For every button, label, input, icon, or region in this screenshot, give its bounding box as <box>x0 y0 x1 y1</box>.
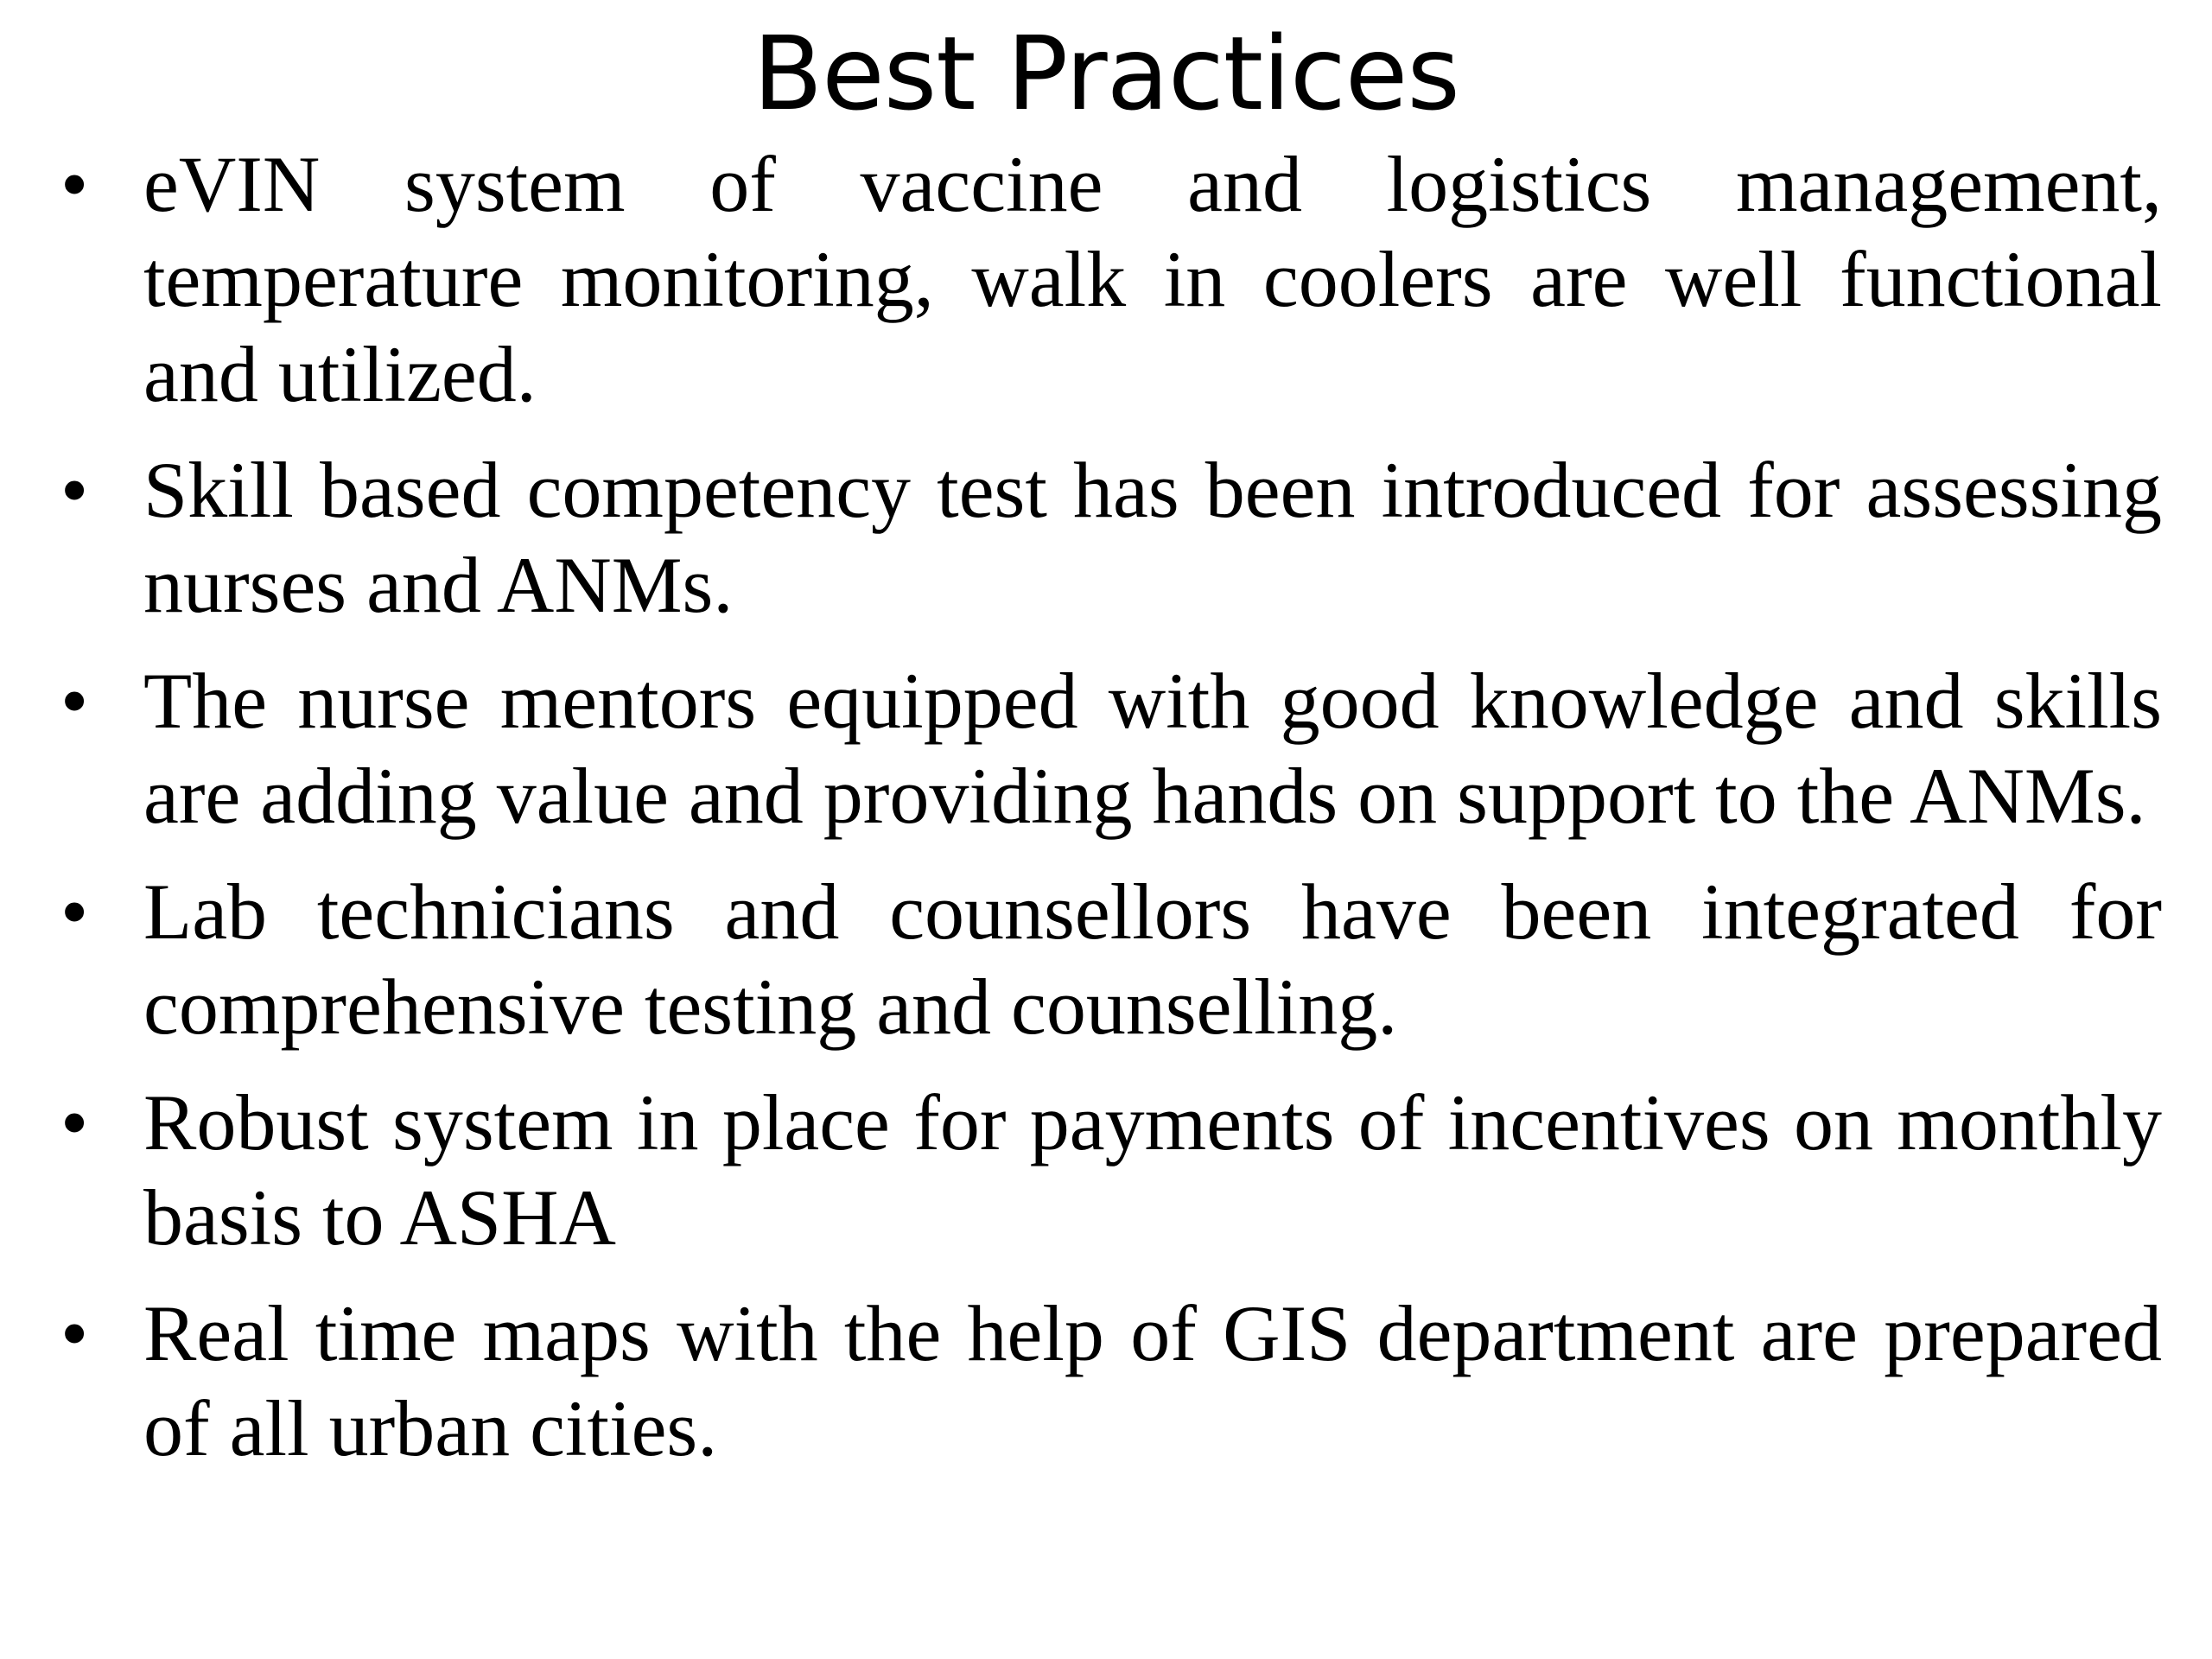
bullet-text: Lab technicians and counsellors have been integrated for comprehensive testing and counselling. <box>143 868 2162 1051</box>
bullet-icon: • <box>60 446 89 534</box>
bullet-text: Robust system in place for payments of incentives on monthly basis to ASHA <box>143 1078 2162 1262</box>
list-item <box>0 137 2212 422</box>
list-item <box>0 1286 2212 1476</box>
bullet-text: Real time maps with the help of GIS department are prepared of all urban cities. <box>143 1289 2162 1472</box>
bullet-icon: • <box>60 1289 89 1377</box>
list-item <box>0 442 2212 632</box>
list-item <box>0 864 2212 1054</box>
slide-title: Best Practices <box>753 14 1459 133</box>
list-item <box>0 653 2212 843</box>
bullet-icon: • <box>60 1078 89 1166</box>
bullet-text: The nurse mentors equipped with good knowledge and skills are adding value and providing hands on support to the ANMs. <box>143 657 2162 840</box>
bullet-text: Skill based competency test has been introduced for assessing nurses and ANMs. <box>143 446 2162 629</box>
bullet-icon: • <box>60 657 89 745</box>
bullet-text: eVIN system of vaccine and logistics management, temperature monitoring, walk in coolers are well functional and utilized. <box>143 140 2162 418</box>
bullet-icon: • <box>60 868 89 956</box>
bullet-list <box>0 137 2212 1497</box>
list-item <box>0 1075 2212 1265</box>
bullet-icon: • <box>60 140 89 228</box>
